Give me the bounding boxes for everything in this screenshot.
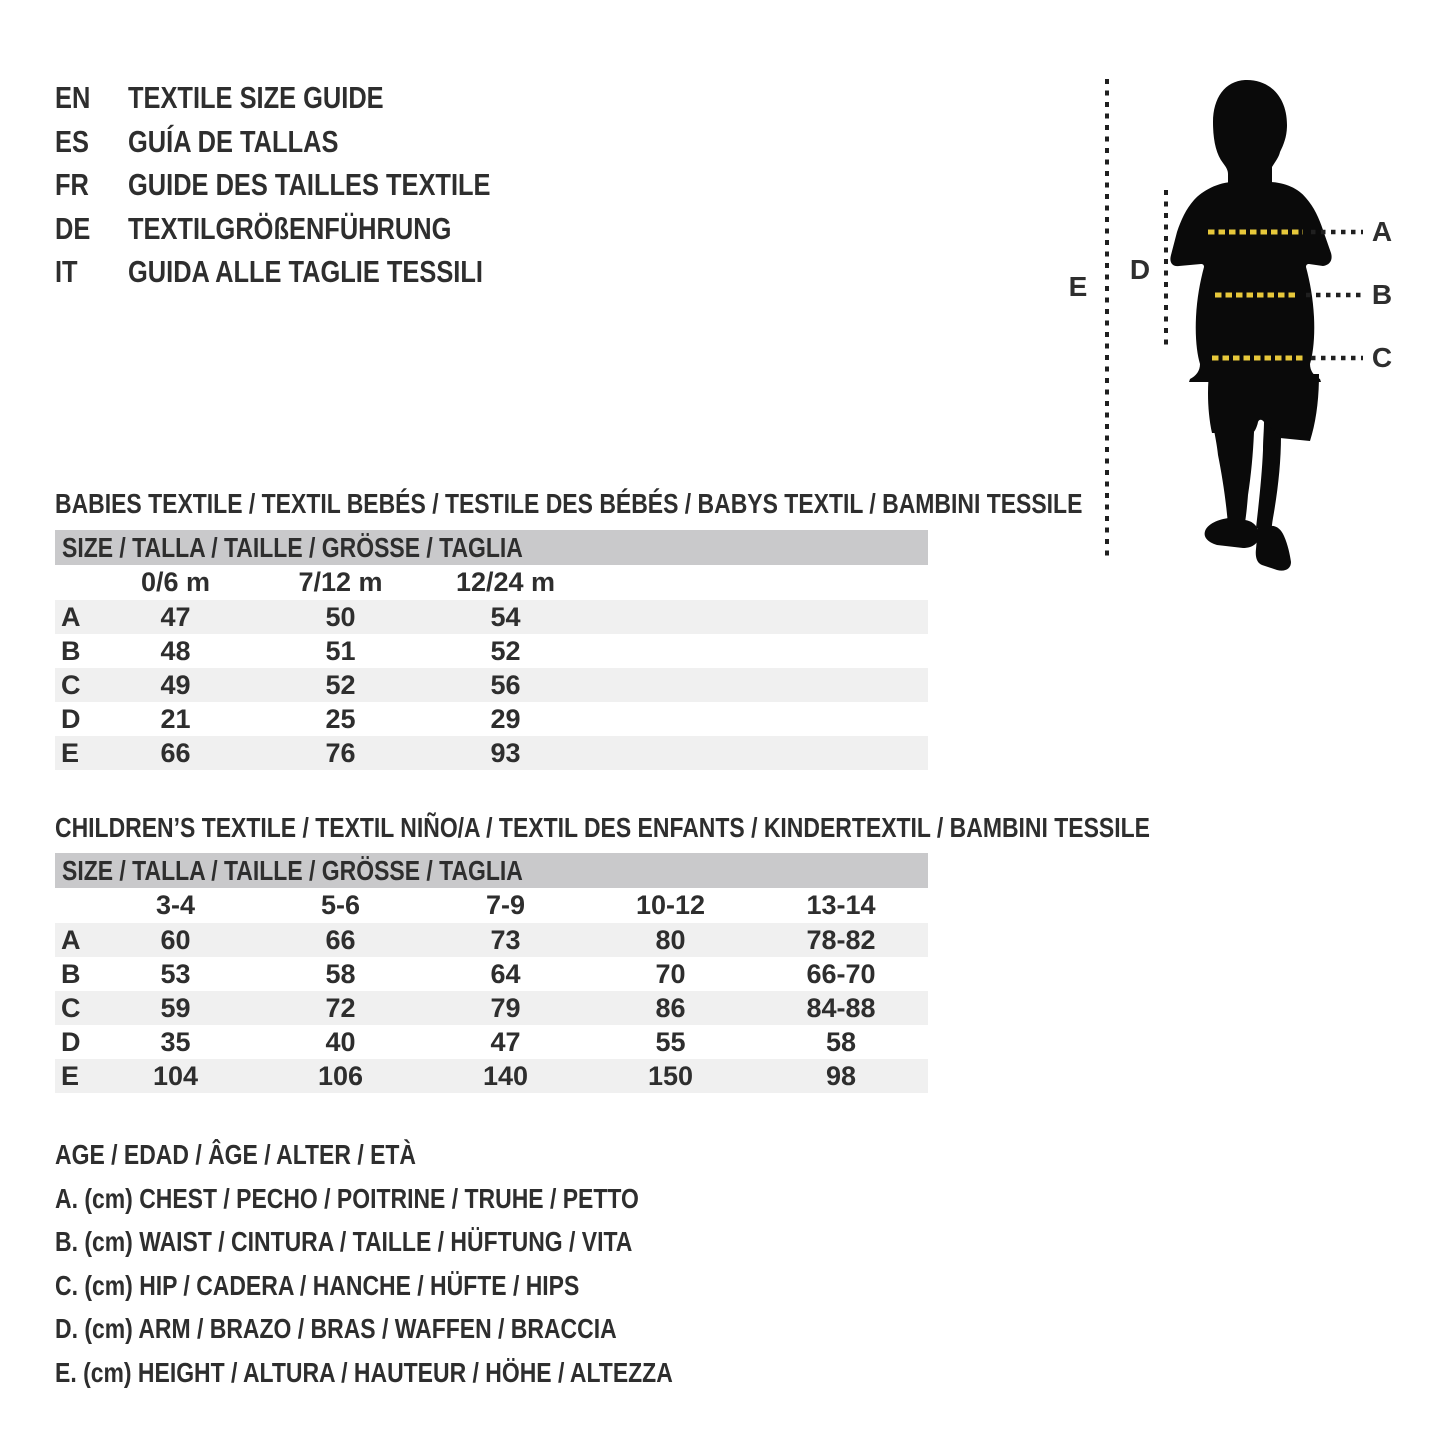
cell: 93	[490, 738, 521, 768]
cell: 98	[825, 1061, 857, 1091]
cell: 25	[325, 704, 356, 734]
table-row	[55, 1025, 928, 1059]
table-row	[55, 923, 928, 957]
row-label: A	[61, 602, 81, 632]
table-row	[55, 1059, 928, 1093]
cell: 21	[160, 704, 191, 734]
language-code: IT	[55, 254, 78, 289]
column-header: 10-12	[635, 890, 706, 920]
cell: 58	[325, 959, 356, 989]
table-row	[55, 634, 928, 668]
language-title: TEXTILGRÖßENFÜHRUNG	[128, 210, 452, 246]
row-label: B	[61, 959, 81, 989]
babies-size-header-bar: SIZE / TALLA / TAILLE / GRÖSSE / TAGLIA	[55, 530, 928, 565]
cell: 54	[490, 602, 521, 632]
column-header: 0/6 m	[140, 567, 211, 597]
waist-label: B	[1371, 279, 1393, 310]
chest-label: A	[1371, 216, 1393, 247]
cell: 47	[490, 1027, 521, 1057]
cell: 52	[325, 670, 356, 700]
row-label: A	[61, 925, 81, 955]
table-row	[55, 668, 928, 702]
language-code: EN	[55, 80, 91, 115]
legend-line-waist: B. (cm) WAIST / CINTURA / TAILLE / HÜFTUNG / VITA	[55, 1226, 633, 1257]
cell: 66	[325, 925, 356, 955]
language-code: FR	[55, 167, 89, 202]
children-section-title: CHILDREN’S TEXTILE / TEXTIL NIÑO/A / TEXTIL DES ENFANTS / KINDERTEXTIL / BAMBINI TESSILE	[55, 812, 1150, 843]
cell: 35	[160, 1027, 191, 1057]
cell: 48	[160, 636, 191, 666]
cell: 73	[490, 925, 521, 955]
cell: 79	[490, 993, 521, 1023]
cell: 47	[160, 602, 191, 632]
column-header: 7/12 m	[298, 567, 383, 597]
babies-column-header-row	[55, 565, 928, 600]
row-label: D	[61, 704, 81, 734]
language-title: TEXTILE SIZE GUIDE	[128, 80, 384, 115]
height-label: E	[1068, 271, 1088, 302]
cell: 66-70	[806, 959, 876, 989]
cell: 49	[160, 670, 191, 700]
language-title: GUIDE DES TAILLES TEXTILE	[128, 167, 491, 202]
table-row	[55, 702, 928, 736]
cell: 84-88	[806, 993, 876, 1023]
cell: 60	[160, 925, 191, 955]
cell: 64	[490, 959, 521, 989]
cell: 76	[325, 738, 356, 768]
cell: 106	[317, 1061, 364, 1091]
row-label: C	[61, 993, 81, 1023]
cell: 52	[490, 636, 521, 666]
children-size-header-bar: SIZE / TALLA / TAILLE / GRÖSSE / TAGLIA	[55, 853, 928, 888]
row-label: E	[61, 738, 80, 768]
cell: 140	[482, 1061, 529, 1091]
babies-section-title: BABIES TEXTILE / TEXTIL BEBÉS / TESTILE DES BÉBÉS / BABYS TEXTIL / BAMBINI TESSILE	[55, 488, 1083, 519]
children-column-header-row	[55, 888, 928, 923]
legend-line-hip: C. (cm) HIP / CADERA / HANCHE / HÜFTE / HIPS	[55, 1269, 580, 1301]
cell: 78-82	[806, 925, 876, 955]
language-code: DE	[55, 210, 91, 246]
table-row	[55, 600, 928, 634]
cell: 104	[152, 1061, 199, 1091]
language-title: GUÍA DE TALLAS	[128, 123, 339, 159]
cell: 80	[655, 925, 686, 955]
language-title: GUIDA ALLE TAGLIE TESSILI	[128, 254, 483, 289]
column-header: 12/24 m	[455, 567, 556, 597]
table-row	[55, 957, 928, 991]
cell: 56	[490, 670, 521, 700]
column-header: 5-6	[320, 890, 361, 920]
column-header: 3-4	[155, 890, 196, 920]
row-label: E	[61, 1061, 80, 1091]
cell: 29	[490, 704, 521, 734]
row-label: B	[61, 636, 81, 666]
arm-label: D	[1129, 254, 1151, 285]
table-row	[55, 736, 928, 770]
cell: 58	[825, 1027, 857, 1057]
row-label: D	[61, 1027, 81, 1057]
cell: 86	[655, 993, 686, 1023]
hip-label: C	[1371, 342, 1393, 373]
row-label: C	[61, 670, 81, 700]
column-header: 7-9	[485, 890, 526, 920]
cell: 51	[325, 636, 356, 666]
legend-line-height: E. (cm) HEIGHT / ALTURA / HAUTEUR / HÖHE / ALTEZZA	[55, 1356, 673, 1388]
legend-line-arm: D. (cm) ARM / BRAZO / BRAS / WAFFEN / BRACCIA	[55, 1313, 617, 1344]
cell: 53	[160, 959, 191, 989]
cell: 40	[325, 1027, 356, 1057]
children-size-table	[55, 853, 928, 1093]
language-code: ES	[55, 123, 89, 159]
cell: 59	[160, 993, 191, 1023]
cell: 66	[160, 738, 191, 768]
legend-line-age: AGE / EDAD / ÂGE / ALTER / ETÀ	[55, 1139, 417, 1170]
cell: 55	[655, 1027, 686, 1057]
babies-size-table	[55, 530, 928, 770]
column-header: 13-14	[806, 890, 876, 920]
legend-line-chest: A. (cm) CHEST / PECHO / POITRINE / TRUHE / PETTO	[55, 1182, 639, 1214]
cell: 50	[325, 602, 356, 632]
table-row	[55, 991, 928, 1025]
cell: 150	[647, 1061, 694, 1091]
measurement-legend	[55, 1133, 808, 1394]
cell: 70	[655, 959, 686, 989]
cell: 72	[325, 993, 356, 1023]
